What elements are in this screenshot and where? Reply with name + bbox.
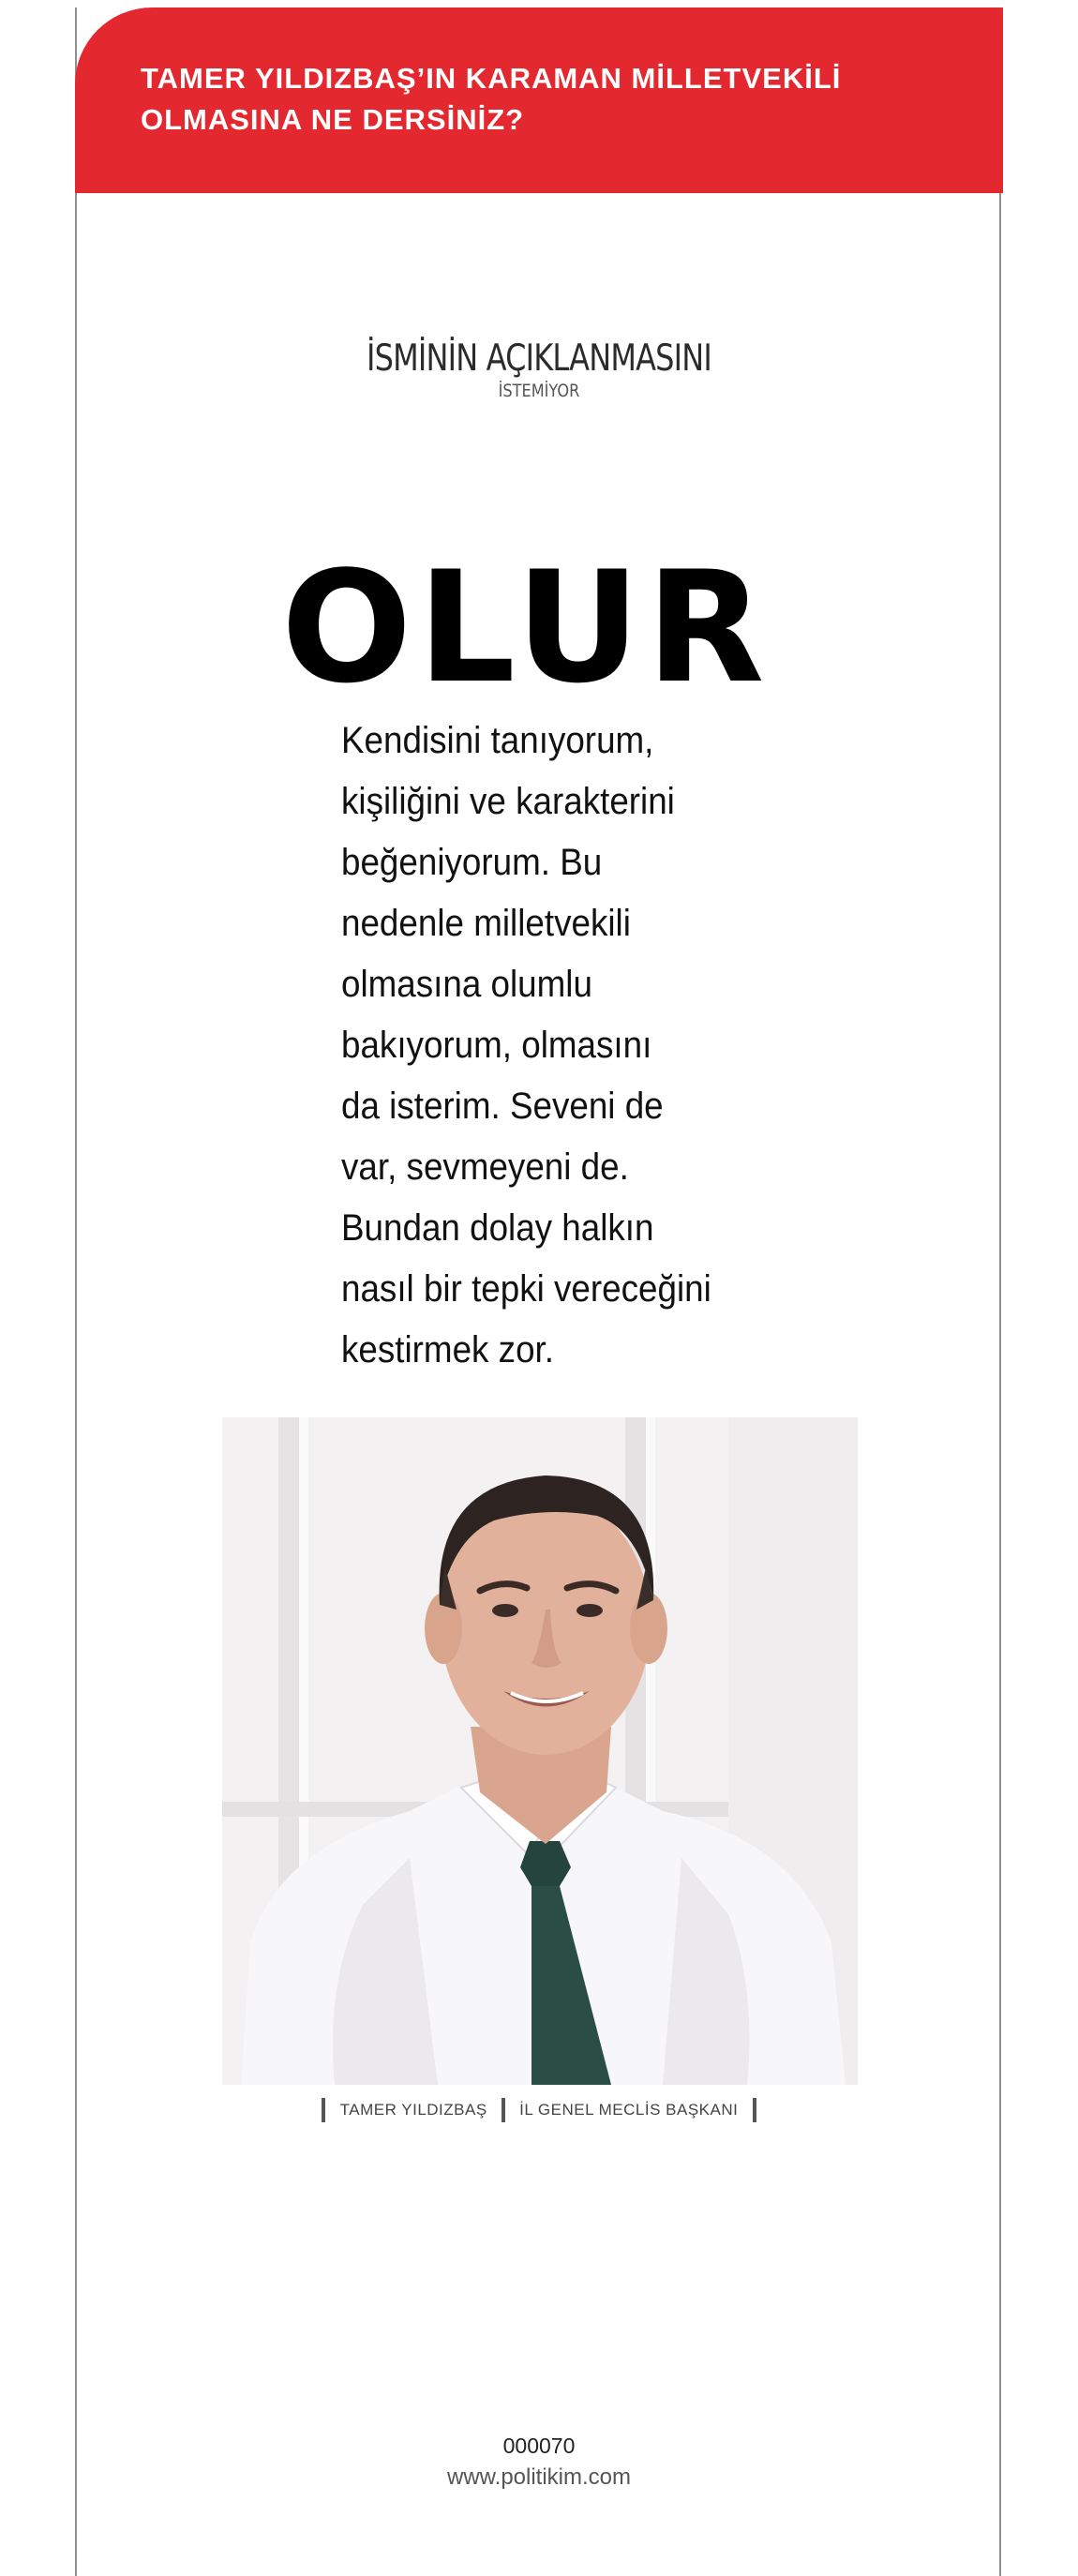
answer-line: Bundan dolay halkın [341,1207,654,1249]
question-title-line-2: OLMASINA NE DERSİNİZ? [141,103,525,136]
caption-divider [753,2098,756,2122]
respondent-name: İSMİNİN AÇIKLANMASINI [367,337,711,380]
answer-line: olmasına olumlu [341,964,592,1005]
caption-role: İL GENEL MECLİS BAŞKANI [519,2101,739,2119]
website-link[interactable]: www.politikim.com [446,2464,632,2490]
question-title-line-1: TAMER YILDIZBAŞ’IN KARAMAN MİLLETVEKİLİ [141,62,842,95]
answer-line: var, sevmeyeni de. [341,1146,629,1188]
respondent-subtitle: İSTEMİYOR [498,381,580,401]
question-title [141,58,966,141]
answer-line: kestirmek zor. [341,1329,554,1370]
answer-headline: OLUR [281,538,771,717]
caption-name: TAMER YILDIZBAŞ [339,2101,487,2119]
respondent-block [0,336,1078,401]
answer-line: da isterim. Seveni de [341,1086,664,1127]
caption-divider [322,2098,325,2122]
footer [0,2430,1078,2494]
answer-line: nedenle milletvekili [341,903,631,944]
header-banner [75,7,1003,193]
portrait-illustration [222,1417,858,2085]
answer-line: nasıl bir tepki vereceğini [341,1268,711,1310]
portrait-photo [222,1417,858,2085]
answer-line: kişiliğini ve karakterini [341,781,675,822]
photo-caption [0,2098,1078,2122]
answer-line: Kendisini tanıyorum, [341,720,654,761]
answer-line: bakıyorum, olmasını [341,1025,652,1066]
caption-divider [502,2098,505,2122]
page-code: 000070 [502,2434,576,2458]
answer-line: beğeniyorum. Bu [341,842,603,883]
answer-body [341,711,756,1381]
